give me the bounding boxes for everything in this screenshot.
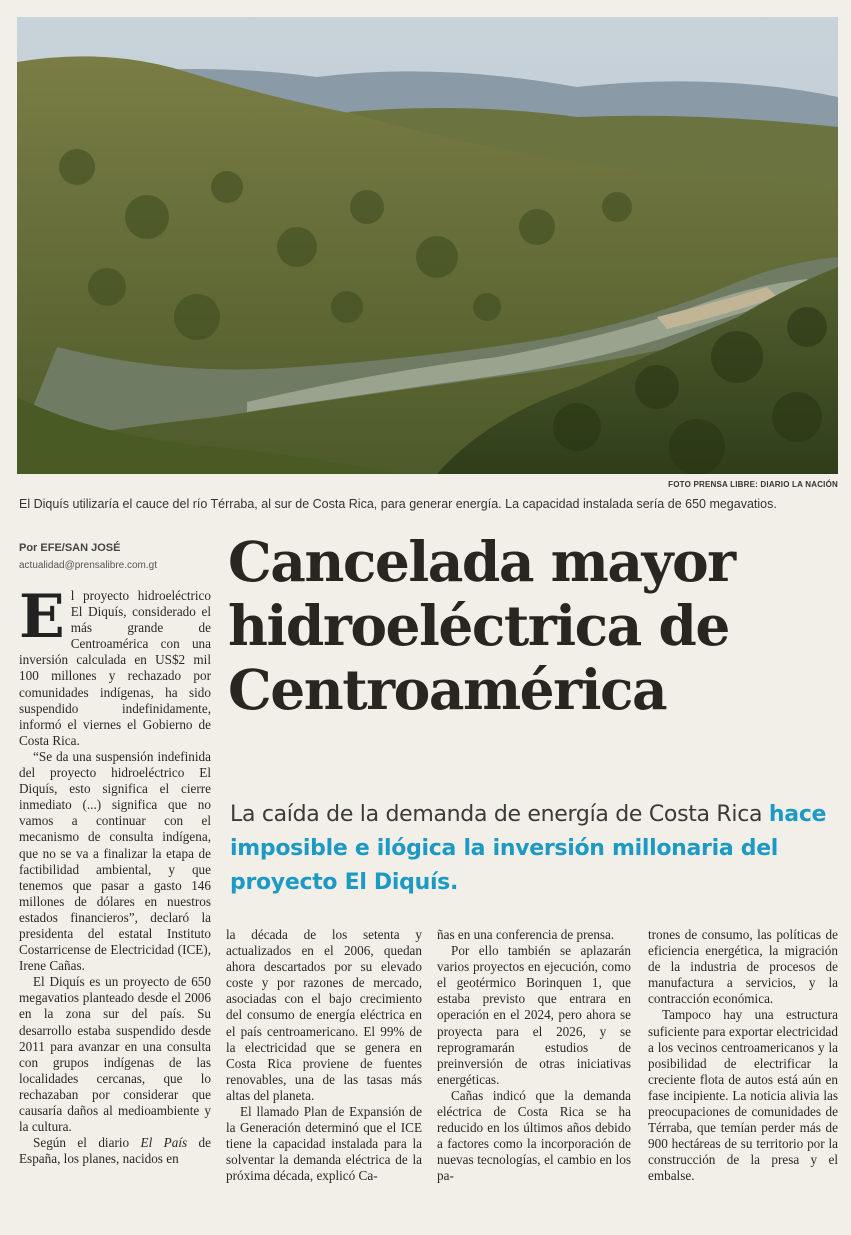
photo-credit: FOTO PRENSA LIBRE: DIARIO LA NACIÓN	[668, 480, 838, 489]
paragraph: Tampoco hay una estructura suficiente para exportar electricidad a los vecinos centroamericanos y la posibilidad de electrificar la creciente flota de autos está aún en fase incipiente. La noticia alivia las preocupaciones de comunidades de Térraba, que temían perder más de 900 hectáreas de su territorio por la construcción de la presa y el embalse.	[648, 1007, 838, 1184]
body-column-3	[437, 927, 631, 1185]
byline: Por EFE/SAN JOSÉ	[19, 542, 121, 554]
headline	[228, 530, 838, 722]
headline-line-1: Cancelada mayor	[228, 529, 735, 594]
paragraph: la década de los setenta y actualizados en el 2006, quedan ahora descartados por su elevado coste y por razones de mercado, asociadas con el bajo crecimiento del consumo de energía eléctrica en el país centroamericano. El 99% de la electricidad que se genera en Costa Rica proviene de fuentes renovables, una de las tasas más altas del planeta.	[226, 927, 422, 1103]
photo-caption: El Diquís utilizaría el cauce del río Térraba, al sur de Costa Rica, para generar energía. La capacidad instalada sería de 650 megavatios.	[19, 497, 777, 511]
subheadline	[230, 798, 835, 900]
paragraph: trones de consumo, las políticas de eficiencia energética, la migración de la industria de procesos de manufactura a servicios, y la contracción económica.	[648, 927, 838, 1007]
drop-cap: E	[19, 582, 65, 652]
author-email: actualidad@prensalibre.com.gt	[19, 560, 158, 571]
paragraph: “Se da una suspensión indefinida del proyecto hidroeléctrico El Diquís, esto significa el cierre inmediato (...) significa que no vamos a continuar con el mecanismo de consulta indígena, que no se va a finalizar la etapa de factibilidad ambiental, y que tenemos que pasar a gasto 146 millones de dólares en nuestros estados financieros”, declaró la presidenta del estatal Instituto Costarricense de Electricidad (ICE), Irene Cañas.	[19, 748, 211, 974]
paragraph: Cañas indicó que la demanda eléctrica de Costa Rica se ha reducido en los últimos años debido a factores como la incorporación de nuevas tecnologías, el cambio en los pa-	[437, 1087, 631, 1184]
paragraph-text: de España, los planes, nacidos en	[19, 1135, 211, 1167]
river-valley-photo	[17, 17, 838, 474]
body-column-1	[19, 582, 211, 1167]
paragraph-text: Según el diario	[33, 1135, 141, 1151]
headline-line-3: Centroamérica	[228, 657, 667, 722]
body-column-2	[226, 927, 422, 1185]
newspaper-name: El País	[140, 1135, 188, 1151]
paragraph	[19, 1135, 211, 1167]
paragraph: Por ello también se aplazarán varios proyectos en ejecución, como el geotérmico Borinquen 1, que estaba previsto que entrara en operación en el 2024, pero ahora se proyecta para el 2026, y se reprogramarán estudios de preinversión de otras iniciativas energéticas.	[437, 943, 631, 1087]
body-column-4	[648, 927, 838, 1185]
paragraph: ñas en una conferencia de prensa.	[437, 927, 615, 942]
subhead-plain: La caída de la demanda de energía de Costa Rica	[230, 802, 769, 827]
paragraph: El Diquís es un proyecto de 650 megavatios planteado desde el 2006 en la zona sur del país. Su desarrollo estaba suspendido desde 2011 para avanzar en una consulta con grupos indígenas de las localidades cercanas, que lo rechazaban por considerar que causaría daños al medioambiente y la cultura.	[19, 974, 211, 1135]
paragraph: El llamado Plan de Expansión de la Generación determinó que el ICE tiene la capacidad instalada para la solventar la demanda eléctrica de la próxima década, explicó Ca-	[226, 1104, 422, 1184]
headline-line-2: hidroeléctrica de	[228, 593, 729, 658]
subhead-highlight: hace imposible e ilógica la inversión millonaria del proyecto El Diquís.	[230, 802, 827, 895]
paragraph: l proyecto hidroeléctrico El Diquís, considerado el más grande de Centroamérica con una inversión calculada en US$2 mil 100 millones y rechazado por comunidades indígenas, ha sido suspendido indefinidamente, informó el viernes el Gobierno de Costa Rica.	[19, 588, 211, 748]
